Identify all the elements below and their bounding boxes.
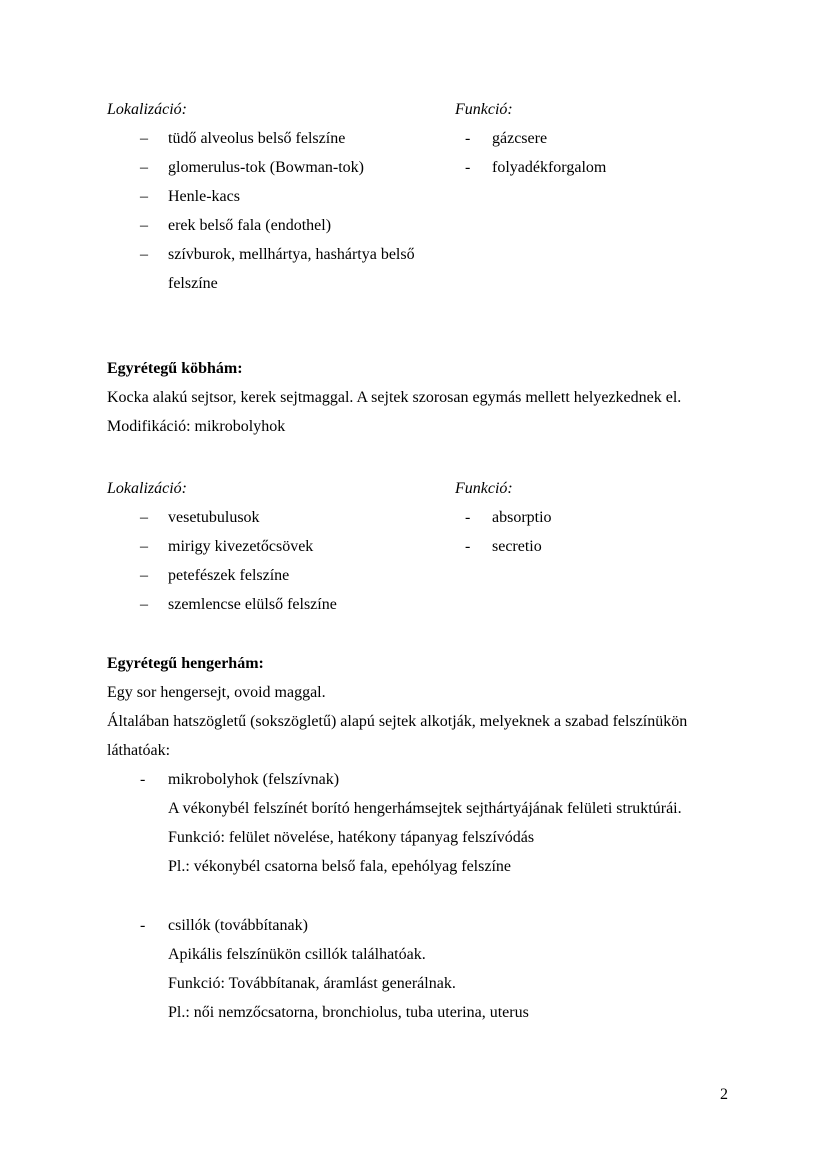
list-item-detail: Apikális felszínükön csillók találhatóak. [168, 946, 426, 963]
list-item-detail: Pl.: vékonybél csatorna belső fala, epehólyag felszíne [168, 858, 511, 875]
list-item-detail: A vékonybél felszínét borító hengerhámsejtek sejthártyájának felületi struktúrái. [168, 800, 682, 817]
lokalizacio-funkcio-columns [107, 474, 728, 619]
paragraph: Egy sor hengersejt, ovoid maggal. [107, 684, 326, 701]
list-item: - gázcsere [455, 124, 728, 153]
list-item: – glomerulus-tok (Bowman-tok) [107, 153, 455, 182]
section-heading: Egyrétegű köbhám: [107, 360, 243, 377]
list-item: – petefészek felszíne [107, 561, 455, 590]
funkcio-column [455, 474, 728, 561]
list-item-detail: Pl.: női nemzőcsatorna, bronchiolus, tuba uterina, uterus [168, 1004, 529, 1021]
lokalizacio-column [107, 95, 455, 298]
list-item-title: - csillók (továbbítanak) [107, 911, 728, 940]
section-continuation [107, 95, 728, 298]
lokalizacio-funkcio-columns [107, 95, 728, 298]
paragraph: Általában hatszögletű (sokszögletű) alapú sejtek alkotják, melyeknek a szabad felszínükön láthatóak: [107, 713, 688, 759]
section-kobham [107, 354, 728, 619]
lokalizacio-label: Lokalizáció: [107, 101, 187, 118]
list-item: – mirigy kivezetőcsövek [107, 532, 455, 561]
lokalizacio-label: Lokalizáció: [107, 480, 187, 497]
list-item-detail: Funkció: Továbbítanak, áramlást generálnak. [168, 975, 456, 992]
list-item-detail: Funkció: felület növelése, hatékony tápanyag felszívódás [168, 829, 535, 846]
funkcio-label: Funkció: [455, 480, 513, 497]
list-item: - absorptio [455, 503, 728, 532]
list-item-csillok [107, 911, 728, 1027]
list-item: – szemlencse elülső felszíne [107, 590, 455, 619]
list-item: – szívburok, mellhártya, hashártya belső felszíne [107, 240, 455, 298]
list-item: – Henle-kacs [107, 182, 455, 211]
section-hengerham [107, 649, 728, 1027]
funkcio-list [455, 503, 728, 561]
funkcio-list [455, 124, 728, 182]
list-item-mikrobolyhok [107, 765, 728, 881]
list-item: – vesetubulusok [107, 503, 455, 532]
list-item: - folyadékforgalom [455, 153, 728, 182]
paragraph: Modifikáció: mikrobolyhok [107, 418, 286, 435]
list-item: – tüdő alveolus belső felszíne [107, 124, 455, 153]
funkcio-label: Funkció: [455, 101, 513, 118]
funkcio-column [455, 95, 728, 182]
paragraph: Kocka alakú sejtsor, kerek sejtmaggal. A sejtek szorosan egymás mellett helyezkednek el. [107, 389, 682, 406]
lokalizacio-list [107, 503, 455, 619]
page-number: 2 [720, 1086, 728, 1103]
lokalizacio-column [107, 474, 455, 619]
lokalizacio-list [107, 124, 455, 298]
list-item-title: - mikrobolyhok (felszívnak) [107, 765, 728, 794]
list-item: - secretio [455, 532, 728, 561]
section-heading: Egyrétegű hengerhám: [107, 655, 264, 672]
list-item: – erek belső fala (endothel) [107, 211, 455, 240]
